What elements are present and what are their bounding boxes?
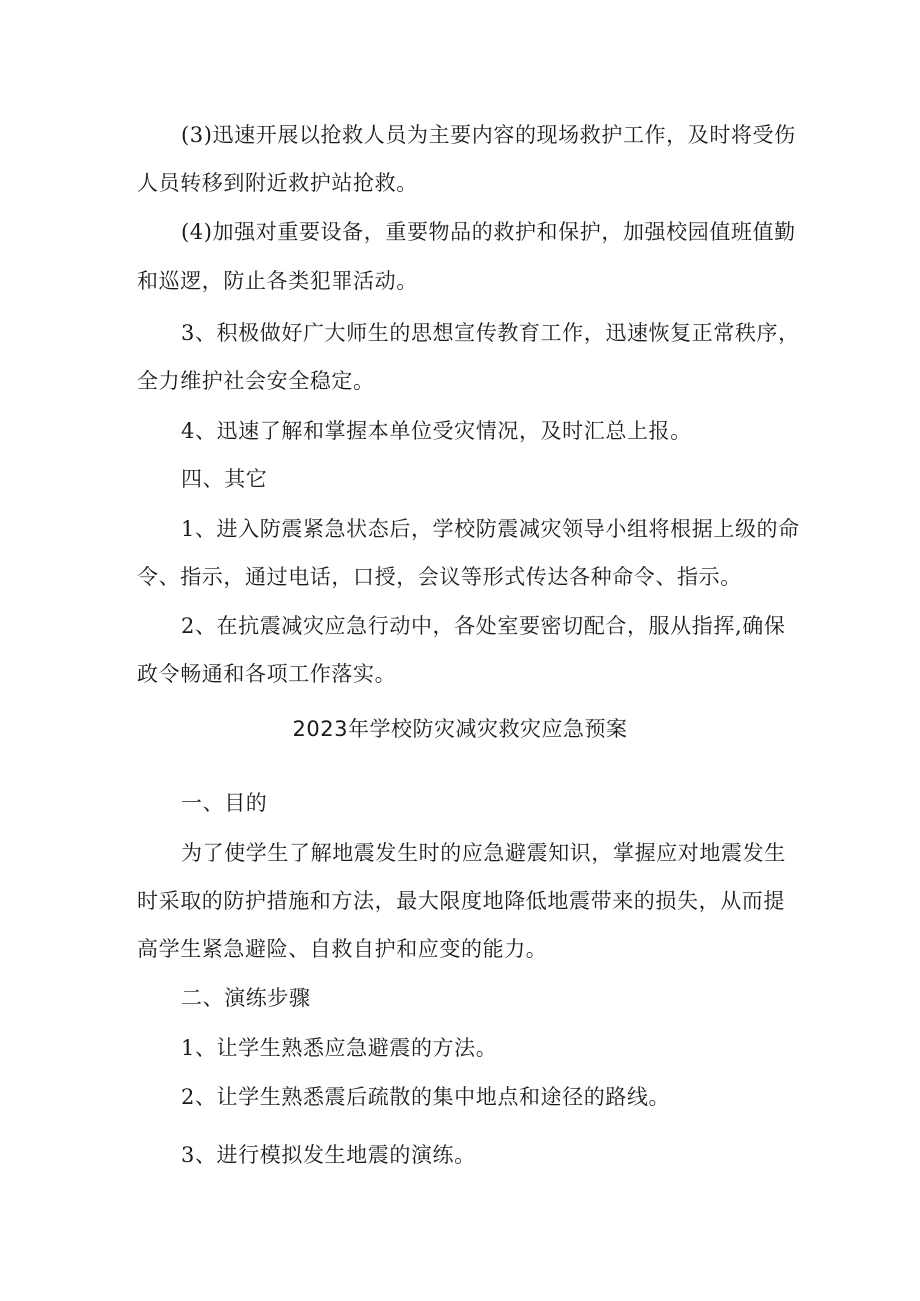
list-item: 1、让学生熟悉应急避震的方法。 <box>181 1036 498 1060</box>
list-item: 3、进行模拟发生地震的演练。 <box>181 1143 476 1167</box>
paragraph-line: 4、迅速了解和掌握本单位受灾情况，及时汇总上报。 <box>181 419 692 443</box>
section-heading: 二、演练步骤 <box>181 986 311 1010</box>
paragraph-line: 2、在抗震减灾应急行动中，各处室要密切配合，服从指挥,确保 <box>181 614 786 638</box>
paragraph-line: 为了使学生了解地震发生时的应急避震知识，掌握应对地震发生 <box>181 841 786 865</box>
list-item: 2、让学生熟悉震后疏散的集中地点和途径的路线。 <box>181 1085 671 1109</box>
paragraph-line: 政令畅通和各项工作落实。 <box>137 662 397 686</box>
paragraph-line: 全力维护社会安全稳定。 <box>137 369 375 393</box>
paragraph-line: 3、积极做好广大师生的思想宣传教育工作，迅速恢复正常秩序， <box>181 321 800 345</box>
section-heading: 一、目的 <box>181 791 268 815</box>
paragraph-line: 时采取的防护措施和方法，最大限度地降低地震带来的损失，从而提 <box>137 889 785 913</box>
paragraph-line: 1、进入防震紧急状态后，学校防震减灾领导小组将根据上级的命 <box>181 517 800 541</box>
paragraph-line: 人员转移到附近救护站抢救。 <box>137 171 418 195</box>
paragraph-line: 和巡逻，防止各类犯罪活动。 <box>137 269 418 293</box>
paragraph-line: 令、指示，通过电话，口授，会议等形式传达各种命令、指示。 <box>137 565 742 589</box>
paragraph-line: 高学生紧急避险、自救自护和应变的能力。 <box>137 937 548 961</box>
section-heading: 四、其它 <box>181 467 268 491</box>
paragraph-line: (3)迅速开展以抢救人员为主要内容的现场救护工作，及时将受伤 <box>181 123 796 147</box>
document-title: 2023年学校防灾减灾救灾应急预案 <box>292 717 628 741</box>
paragraph-line: (4)加强对重要设备，重要物品的救护和保护，加强校园值班值勤 <box>181 220 796 244</box>
